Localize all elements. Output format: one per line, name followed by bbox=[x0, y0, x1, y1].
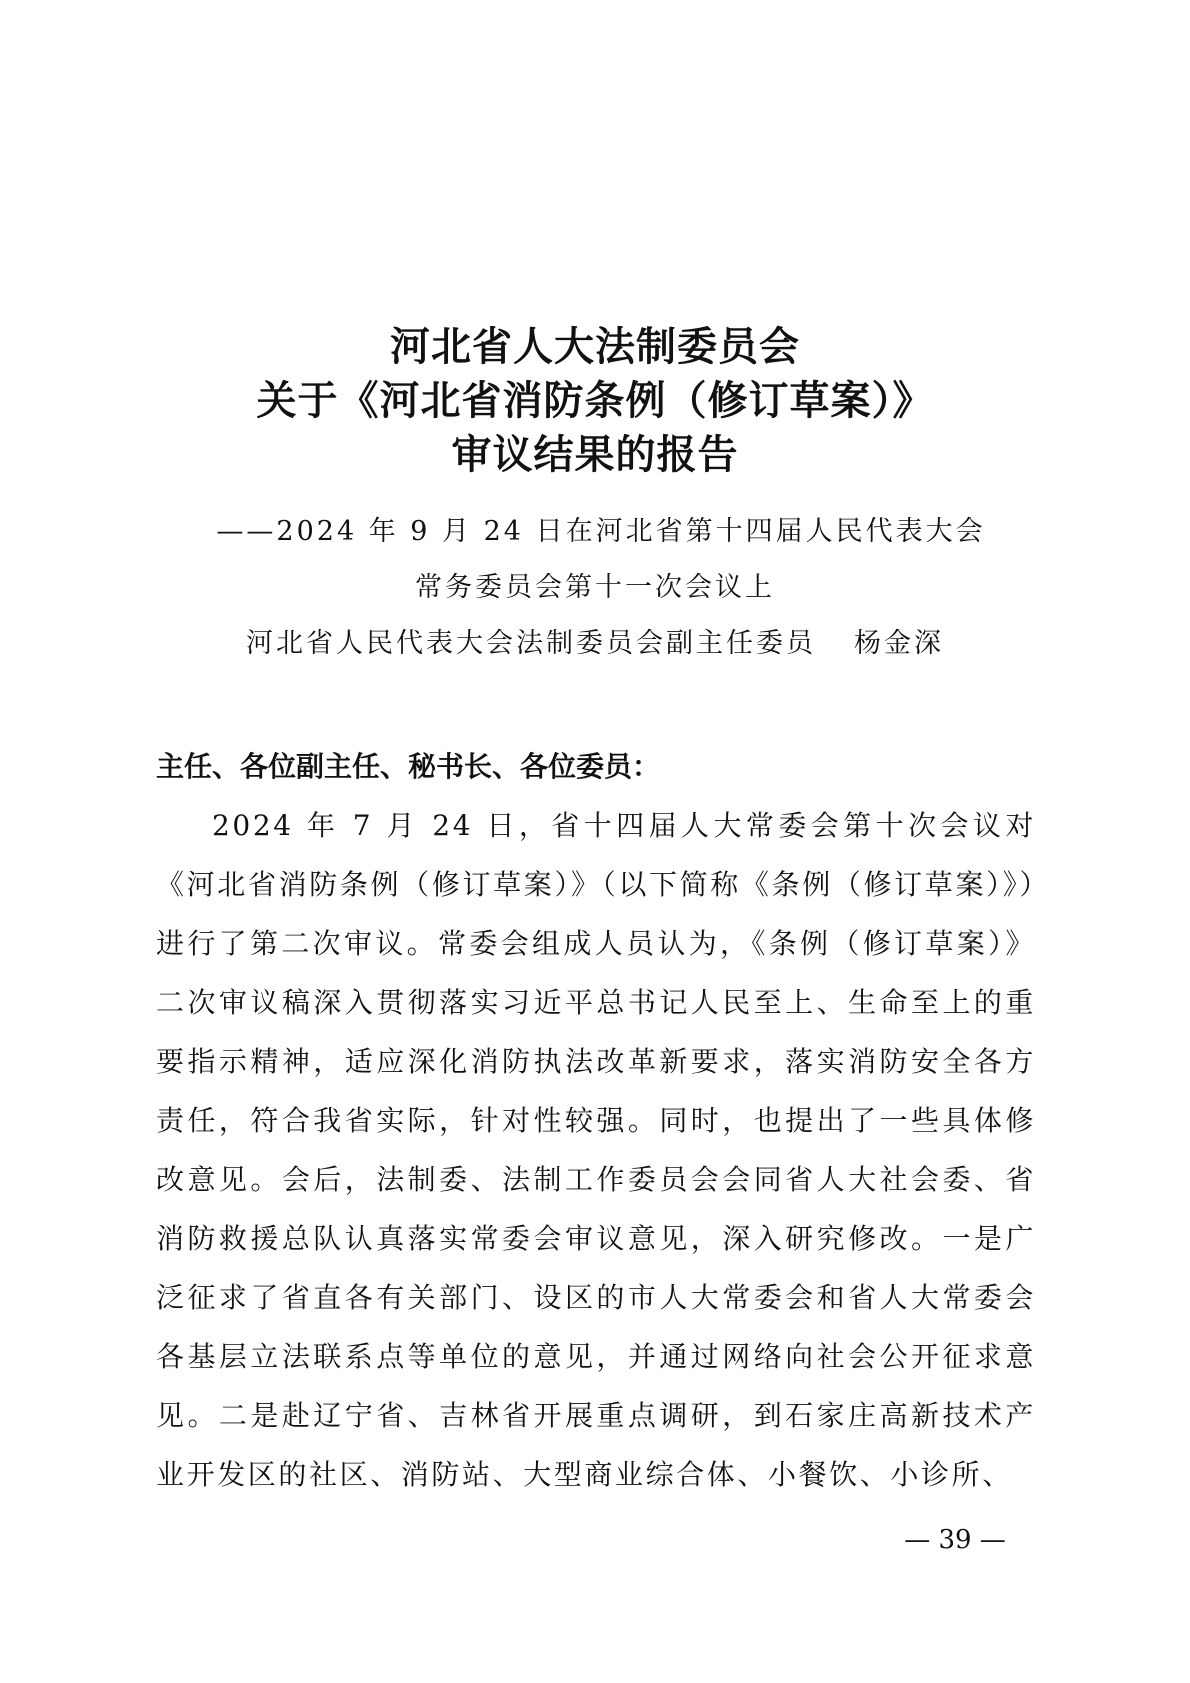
title-line-1: 河北省人大法制委员会 bbox=[390, 324, 800, 370]
body-paragraph: 2024 年 7 月 24 日，省十四届人大常委会第十次会议对《河北省消防条例（修订草案）》（以下简称《条例（修订草案）》）进行了第二次审议。常委会组成人员认为，《条例（修订草案）》二次审议稿深入贯彻落实习近平总书记人民至上、生命至上的重要指示精神，适应深化消防执法改革新要求，落实消防安全各方责任，符合我省实际，针对性较强。同时，也提出了一些具体修改意见。会后，法制委、法制工作委员会会同省人大社会委、省消防救援总队认真落实常委会审议意见，深入研究修改。一是广泛征求了省直各有关部门、设区的市人大常委会和省人大常委会各基层立法联系点等单位的意见，并通过网络向社会公开征求意见。二是赴辽宁省、吉林省开展重点调研，到石家庄高新技术产业开发区的社区、消防站、大型商业综合体、小餐饮、小诊所、 bbox=[156, 809, 1036, 1491]
title-line-2: 关于《河北省消防条例（修订草案）》 bbox=[256, 378, 934, 424]
speaker-name: 杨金深 bbox=[854, 628, 944, 659]
subtitle-dateline: ——2024 年 9 月 24 日在河北省第十四届人民代表大会 bbox=[216, 516, 986, 547]
subtitle-session: 常务委员会第十一次会议上 bbox=[415, 572, 775, 603]
salutation: 主任、各位副主任、秘书长、各位委员： bbox=[156, 750, 661, 783]
page-number: — 39 — bbox=[904, 1525, 1006, 1555]
speaker-role: 河北省人民代表大会法制委员会副主任委员 bbox=[246, 628, 816, 659]
report-title bbox=[0, 320, 1190, 482]
report-body bbox=[156, 738, 1036, 1504]
title-line-3: 审议结果的报告 bbox=[451, 432, 739, 478]
report-subtitle bbox=[0, 504, 1190, 672]
subtitle-speaker bbox=[0, 616, 1190, 672]
